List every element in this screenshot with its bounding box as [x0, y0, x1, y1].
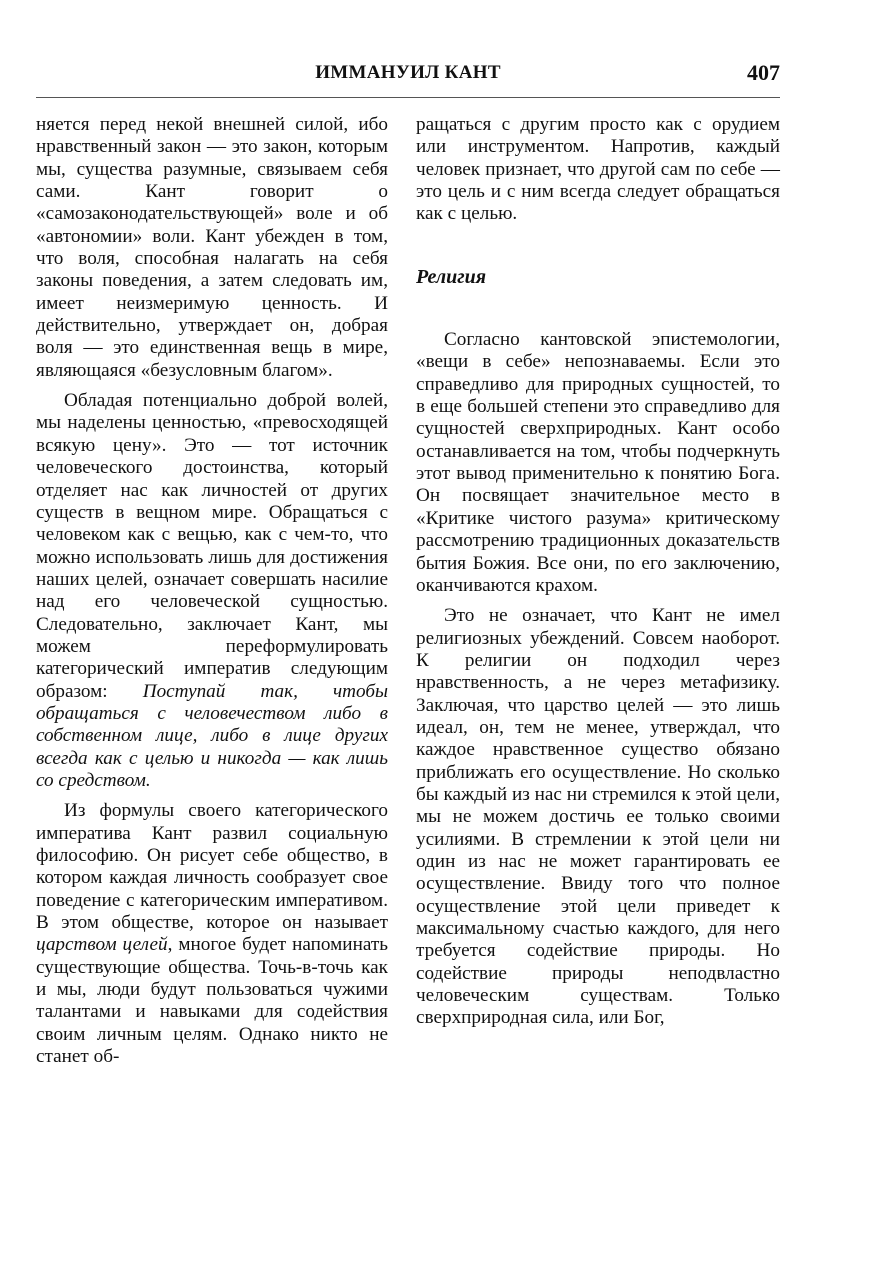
paragraph [36, 800, 388, 1068]
paragraph: няется перед некой внешней силой, ибо нравственный закон — это закон, которым мы, существа разумные, связываем себя сами. Кант говорит о «самозаконодательствующей» воле и об «автономии» воли. Кант убежден в том, что воля, способная налагать на себя законы поведения, а затем следовать им, имеет неизмеримую ценность. И действительно, утверждает он, добрая воля — это единственная вещь в мире, являющаяся «безусловным благом». [36, 114, 388, 381]
right-column [416, 114, 780, 1030]
header-rule [36, 97, 780, 98]
paragraph: Это не означает, что Кант не имел религиозных убеждений. Совсем наоборот. К религии он подходил через нравственность, а не через метафизику. Заключая, что царство целей — это лишь идеал, он, тем не менее, утверждал, что каждое нравственное существо обязано приближать его осуществление. Но сколько бы каждый из нас ни стремился к этой цели, мы не можем достичь ее только своими усилиями. В стремлении к этой цели ни один из нас не может гарантировать ее осуществление. Ввиду того что полное осуществление этой цели приведет к максимальному счастью каждого, для него требуется содействие природы. Но содействие природы неподвластно человеческим существам. Только сверхприродная сила, или Бог, [416, 605, 780, 1029]
kingdom-of-ends-term: царством целей [36, 934, 168, 956]
page-number: 407 [747, 60, 780, 85]
paragraph-text: Обладая потенциально доброй волей, мы наделены ценностью, «превосходящей всякую цену». Это — тот источник человеческого достоинства, который отделяет нас как личностей от других существ в вещном мире. Обращаться с человеком как с вещью, как с чем-то, что можно использовать лишь для достижения наших целей, означает совершать насилие над его человеческой сущностью. Следовательно, заключает Кант, мы можем переформулировать категорический императив следующим образом: [36, 390, 388, 702]
paragraph-text: Из формулы своего категорического императива Кант развил социальную философию. Он рисует себе общество, в котором каждая личность сообразует свое поведение с категорическим императивом. В этом обществе, которое он называет [36, 800, 388, 934]
running-title: ИММАНУИЛ КАНТ [315, 62, 501, 83]
section-heading: Религия [416, 265, 487, 288]
page-header [36, 56, 780, 96]
paragraph-text: , многое будет напоминать существующие общества. Точь-в-точь как и мы, люди будут пользоваться чужими талантами и навыками для содействия своим личным целям. Однако никто не станет об- [36, 934, 388, 1068]
left-column [36, 114, 388, 1068]
categorical-imperative-formula: Поступай так, чтобы обращаться с человечеством либо в собственном лице, либо в лице других всегда как с целью и никогда — как лишь со средством. [36, 680, 388, 791]
paragraph: ращаться с другим просто как с орудием или инструментом. Напротив, каждый человек признает, что другой сам по себе — это цель и с ним всегда следует обращаться как с целью. [416, 114, 780, 225]
paragraph [36, 390, 388, 792]
paragraph: Согласно кантовской эпистемологии, «вещи в себе» непознаваемы. Если это справедливо для природных сущностей, то в еще большей степени это справедливо для сущностей сверхприродных. Кант особо останавливается на том, чтобы подчеркнуть этот вывод применительно к понятию Бога. Он посвящает значительное место в «Критике чистого разума» критическому рассмотрению традиционных доказательств бытия Божия. Все они, по его заключению, оканчиваются крахом. [416, 329, 780, 596]
